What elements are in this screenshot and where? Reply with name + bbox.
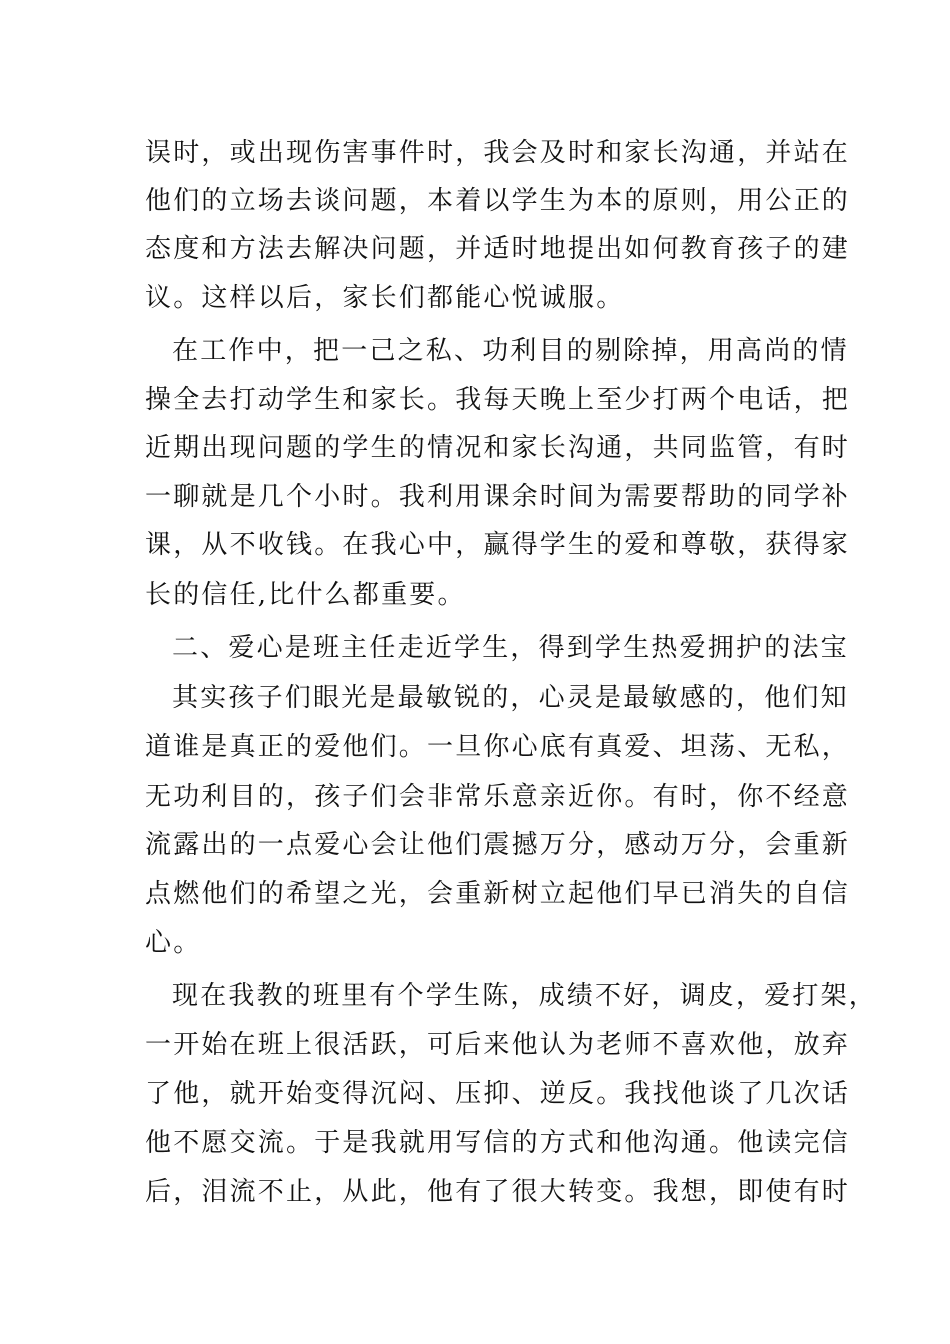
text-line: 现在我教的班里有个学生陈，成绩不好，调皮，爱打架， — [172, 981, 878, 1011]
text-line: 一聊就是几个小时。我利用课余时间为需要帮助的同学补 — [145, 482, 851, 512]
text-line: 议。这样以后，家长们都能心悦诚服。 — [145, 283, 625, 313]
text-line: 流露出的一点爱心会让他们震撼万分，感动万分，会重新 — [145, 830, 851, 860]
text-line: 点燃他们的希望之光，会重新树立起他们早已消失的自信 — [145, 879, 851, 909]
text-line: 近期出现问题的学生的情况和家长沟通，共同监管，有时 — [145, 433, 851, 463]
text-line: 他不愿交流。于是我就用写信的方式和他沟通。他读完信 — [145, 1128, 851, 1158]
text-line: 误时，或出现伤害事件时，我会及时和家长沟通，并站在 — [145, 138, 851, 168]
text-line: 课，从不收钱。在我心中，赢得学生的爱和尊敬，获得家 — [145, 530, 851, 560]
text-line: 无功利目的，孩子们会非常乐意亲近你。有时，你不经意 — [145, 782, 851, 812]
text-line: 道谁是真正的爱他们。一旦你心底有真爱、坦荡、无私， — [145, 732, 851, 762]
text-line: 心。 — [145, 928, 202, 958]
text-line: 一开始在班上很活跃，可后来他认为老师不喜欢他，放弃 — [145, 1030, 851, 1060]
text-line: 其实孩子们眼光是最敏锐的，心灵是最敏感的，他们知 — [172, 683, 849, 713]
text-line: 长的信任,比什么都重要。 — [145, 580, 466, 610]
text-line: 他们的立场去谈问题，本着以学生为本的原则，用公正的 — [145, 186, 851, 216]
text-line: 态度和方法去解决问题，并适时地提出如何教育孩子的建 — [145, 234, 851, 264]
text-line: 操全去打动学生和家长。我每天晚上至少打两个电话，把 — [145, 385, 851, 415]
text-line: 了他，就开始变得沉闷、压抑、逆反。我找他谈了几次话 — [145, 1079, 851, 1109]
text-line: 在工作中，把一己之私、功利目的剔除掉，用高尚的情 — [172, 336, 849, 366]
section-heading: 二、爱心是班主任走近学生，得到学生热爱拥护的法宝 — [172, 633, 849, 663]
text-line: 后，泪流不止，从此，他有了很大转变。我想，即使有时 — [145, 1177, 851, 1207]
